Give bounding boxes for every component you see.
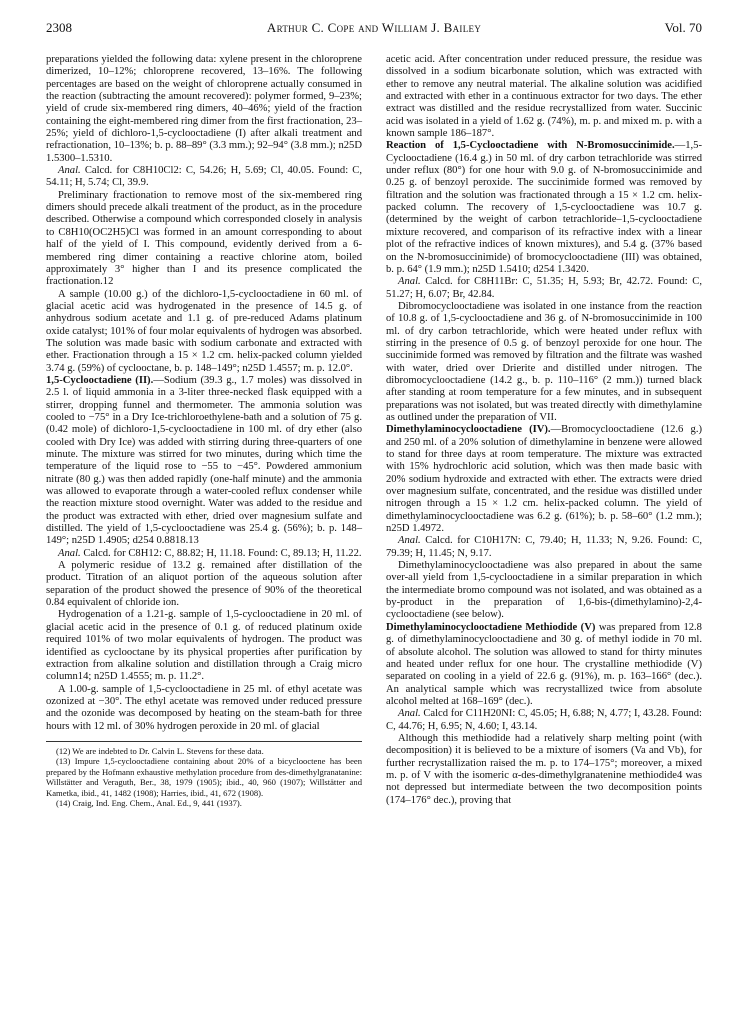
analysis-label: Anal. <box>58 165 81 177</box>
footnote: (13) Impure 1,5-cyclooctadiene containing about 20% of a bicyclooctene has been prepared by the Hofmann exhaustive methylation procedure from des-dimethylgranatanine: Willstätter and Veraguth, Ber., 38, 1979 (1905); ibid., 40, 960 (1907); Willstätter and Kametka, ibid., 41, 1482 (1908); Harries, ibid., 41, 672 (1908). <box>46 756 362 798</box>
analysis-text: Calcd for C11H20NI: C, 45.05; H, 6.88; N, 4.77; I, 43.28. Found: C, 44.76; H, 6.95; N, 4.60; I, 43.14. <box>386 708 702 732</box>
page-number: 2308 <box>46 20 72 35</box>
paragraph: A 1.00-g. sample of 1,5-cyclooctadiene in 25 ml. of ethyl acetate was ozonized at −30°. The ethyl acetate was removed under reduced pressure and the ozonide was decomposed by heating on the steam-bath for three hours with 12 ml. of 30% hydrogen peroxide in 20 ml. of glacial <box>46 683 362 732</box>
analysis-text: Calcd. for C10H17N: C, 79.40; H, 11.33; N, 9.26. Found: C, 79.39; H, 11.45; N, 9.17. <box>386 535 702 559</box>
paragraph: preparations yielded the following data: xylene present in the chloroprene dimerized, 10–12%; chloroprene recovered, 13–16%. The following percentages are based on the weight of chloroprene actually consumed in the reaction (subtracting the amount recovered): polymer formed, 9–23%; yield of crude six-membered ring dimers, 40–46%; yield of the fraction containing the eight-membered ring dimer from the first fractionation, 23–25%; yield of dichloro-1,5-cyclooctadiene (I) after alkali treatment and refractionation, 10–13%; b. p. 88–89° (3.3 mm.); 92–94° (3.8 mm.); n25D 1.5300–1.5310. <box>46 54 362 164</box>
analysis-paragraph <box>386 535 702 560</box>
footnote: (14) Craig, Ind. Eng. Chem., Anal. Ed., 9, 441 (1937). <box>56 797 242 808</box>
paragraph: Although this methiodide had a relatively sharp melting point (with decomposition) it is believed to be a mixture of isomers (Va and Vb), for further recrystallization raised the m. p. to 174–175°; moreover, a mixed m. p. of V with the isomeric α-des-dimethylgranatenine methiodide4 was not depressed but intermediate between the two decomposition points (174–176° dec.), proving that <box>386 732 702 806</box>
section-text: —1,5-Cyclooctadiene (16.4 g.) in 50 ml. of dry carbon tetrachloride was stirred under reflux (80°) for one hour with 9.0 g. of N-bromosuccinimide and 0.25 g. of benzoyl peroxide. The succinimide formed was removed by filtration and the solution was fractionated through a 15 × 1.2 cm. helix-packed column. The recovery of 1,5-cyclooctadiene was 10.7 g. (determined by the weight of carbon tetrachloride–1,5-cyclooctadiene mixture recovered, and comparison of its refractive index with a linear plot of the refractive indices of known mixtures), and 5.4 g. (37% based on the N-bromosuccinimide) of bromocyclooctadiene (III) was obtained, b. p. 64° (1.9 mm.); n25D 1.5410; d254 1.3420. <box>386 140 702 275</box>
right-column <box>386 54 702 1004</box>
section-title: Reaction of 1,5-Cyclooctadiene with N-Bromosuccinimide. <box>386 140 675 152</box>
paragraph: acetic acid. After concentration under reduced pressure, the residue was dissolved in a sodium bicarbonate solution, which was extracted with ether to remove any neutral material. The alkaline solution was acidified and extracted with ether in a continuous extractor for two days. The ether extract was distilled and the residue recrystallized from water. Succinic acid was isolated in a yield of 1.62 g. (74%), m. p. and mixed m. p. with a known sample 186–187°. <box>386 54 702 140</box>
analysis-text: Calcd. for C8H11Br: C, 51.35; H, 5.93; Br, 42.72. Found: C, 51.27; H, 6.07; Br, 42.84. <box>386 276 703 300</box>
footnotes <box>46 741 362 808</box>
analysis-label: Anal. <box>398 535 421 547</box>
paragraph: Dimethylaminocyclooctadiene was also prepared in about the same over-all yield from 1,5-cyclooctadiene in a similar preparation in which the intermediate bromo compound was not isolated, and was obtained as a by-product in the preparation of 1,6-bis-(dimethylamino)-2,4-cyclooctadiene (see below). <box>386 560 702 621</box>
analysis-text: Calcd. for C8H12: C, 88.82; H, 11.18. Found: C, 89.13; H, 11.22. <box>83 547 362 559</box>
paragraph: Hydrogenation of a 1.21-g. sample of 1,5-cyclooctadiene in 20 ml. of glacial acetic acid in the presence of 0.1 g. of reduced platinum oxide required 101% of two molar equivalents of hydrogen. The product was identified as cyclooctane by its physical properties after purification by extraction from alkaline solution and distillation through a Craig micro column14; n25D 1.4555; m. p. 11.2°. <box>46 609 362 683</box>
analysis-paragraph <box>386 708 702 733</box>
section-title: 1,5-Cyclooctadiene (II). <box>46 374 154 386</box>
page-header <box>46 20 702 38</box>
footnote: (12) We are indebted to Dr. Calvin L. Stevens for these data. <box>56 745 264 756</box>
section-text: —Bromocyclooctadiene (12.6 g.) and 250 ml. of a 20% solution of dimethylamine in benzene were allowed to stand for three days at room temperature. The mixture was extracted with 15% hydrochloric acid solution, which was then made basic with 20% sodium hydroxide and extracted with ether. The extracts were dried over magnesium sulfate, concentrated, and the residue was distilled under nitrogen through a 15 × 1.2 cm. helix-packed column. The yield of dimethylaminocyclooctadiene was 6.2 g. (61%); b. p. 58–60° (1.2 mm.); n25D 1.4972. <box>386 424 702 535</box>
analysis-label: Anal. <box>58 547 81 559</box>
analysis-label: Anal. <box>398 708 421 720</box>
analysis-label: Anal. <box>398 276 421 288</box>
paragraph: A sample (10.00 g.) of the dichloro-1,5-cyclooctadiene in 60 ml. of glacial acetic acid was hydrogenated in the presence of 14.5 g. of anhydrous sodium acetate and 1.1 g. of pre-reduced Adams platinum oxide catalyst; 101% of four molar equivalents of hydrogen was absorbed. The solution was made basic with sodium carbonate and extracted with ether. Fractionation through a 15 × 1.2 cm. helix-packed column yielded 3.74 g. (59%) of cyclooctane, b. p. 148–149°; n25D 1.4557; m. p. 12.0°. <box>46 288 362 374</box>
section-text: was prepared from 12.8 g. of dimethylaminocyclooctadiene and 30 g. of methyl iodide in 70 ml. of absolute alcohol. The solution was allowed to stand for thirty minutes and heated under reflux for one hour. The crystalline methiodide (V) separated on cooling in a yield of 22.6 g. (91%), m. p. 163–166° (dec.). An analytical sample which was recrystallized twice from absolute alcohol melted at 168–169° (dec.). <box>386 621 702 707</box>
section-text: —Sodium (39.3 g., 1.7 moles) was dissolved in 2.5 l. of liquid ammonia in a 3-liter three-necked flask equipped with a stirrer, dropping funnel and thermometer. The ammonia solution was cooled to −75° in a Dry Ice-trichloroethylene-bath and a solution of 75 g. (0.42 mole) of dichloro-1,5-cyclooctadiene in 100 ml. of dry ether (also cooled with Dry Ice) was added with stirring during three-quarters of one minute. The mixture was stirred for two minutes, during which time the temperature of the liquid rose to −55 to −45°. Powdered ammonium nitrate (80 g.) was then added rapidly (one-half minute) and the ammonia was allowed to evaporate through a water-cooled reflux condenser while the reaction mixture stood overnight. Water was added to the residue and the product was extracted with ether, dried over magnesium sulfate and distilled. The yield of 1,5-cyclooctadiene was 25.4 g. (56%); b. p. 148–149°; n25D 1.4905; d254 0.8818.13 <box>46 374 362 547</box>
running-authors: Arthur C. Cope and William J. Bailey <box>266 20 482 35</box>
paragraph: Dibromocyclooctadiene was isolated in one instance from the reaction of 10.8 g. of 1,5-cyclooctadiene and 36 g. of N-bromosuccinimide in 100 ml. of dry carbon tetrachloride, which were heated under reflux with stirring in the presence of 0.5 g. of benzoyl peroxide for one hour. The succinimide formed was removed by filtration and the filtrate was washed with water, dried over Drierite and distilled under nitrogen. The dibromocyclooctadiene (14.2 g., b. p. 110–116° (2 mm.)) turned black after standing at room temperature for a few minutes, and in subsequent preparations was not isolated, but was treated directly with dimethylamine as outlined under the preparation of VII. <box>386 300 702 423</box>
volume-label: Vol. 70 <box>664 20 702 35</box>
section-title: Dimethylaminocyclooctadiene Methiodide (V) <box>386 621 596 633</box>
paragraph: Preliminary fractionation to remove most of the six-membered ring dimers should precede alkali treatment of the product, as in the procedure described. Otherwise a compound which corresponded closely in analysis to C8H10(OC2H5)Cl was formed in an amount corresponding to about half of the yield of I. This compound, evidently derived from a 6-membered ring dimer containing a reactive chlorine atom, boiled approximately 3° higher than I and its presence complicated the fractionation.12 <box>46 189 362 288</box>
section-title: Dimethylaminocyclooctadiene (IV). <box>386 424 551 436</box>
left-column <box>46 54 362 984</box>
analysis-paragraph <box>46 548 362 560</box>
analysis-paragraph <box>46 165 362 190</box>
paragraph: A polymeric residue of 13.2 g. remained after distillation of the product. Titration of an aliquot portion of the aqueous solution after separation of the product showed the presence of 90% of the theoretical 0.84 equivalent of chloride ion. <box>46 560 362 609</box>
analysis-text: Calcd. for C8H10Cl2: C, 54.26; H, 5.69; Cl, 40.05. Found: C, 54.11; H, 5.74; Cl, 39.9. <box>46 165 362 189</box>
analysis-paragraph <box>386 276 702 301</box>
